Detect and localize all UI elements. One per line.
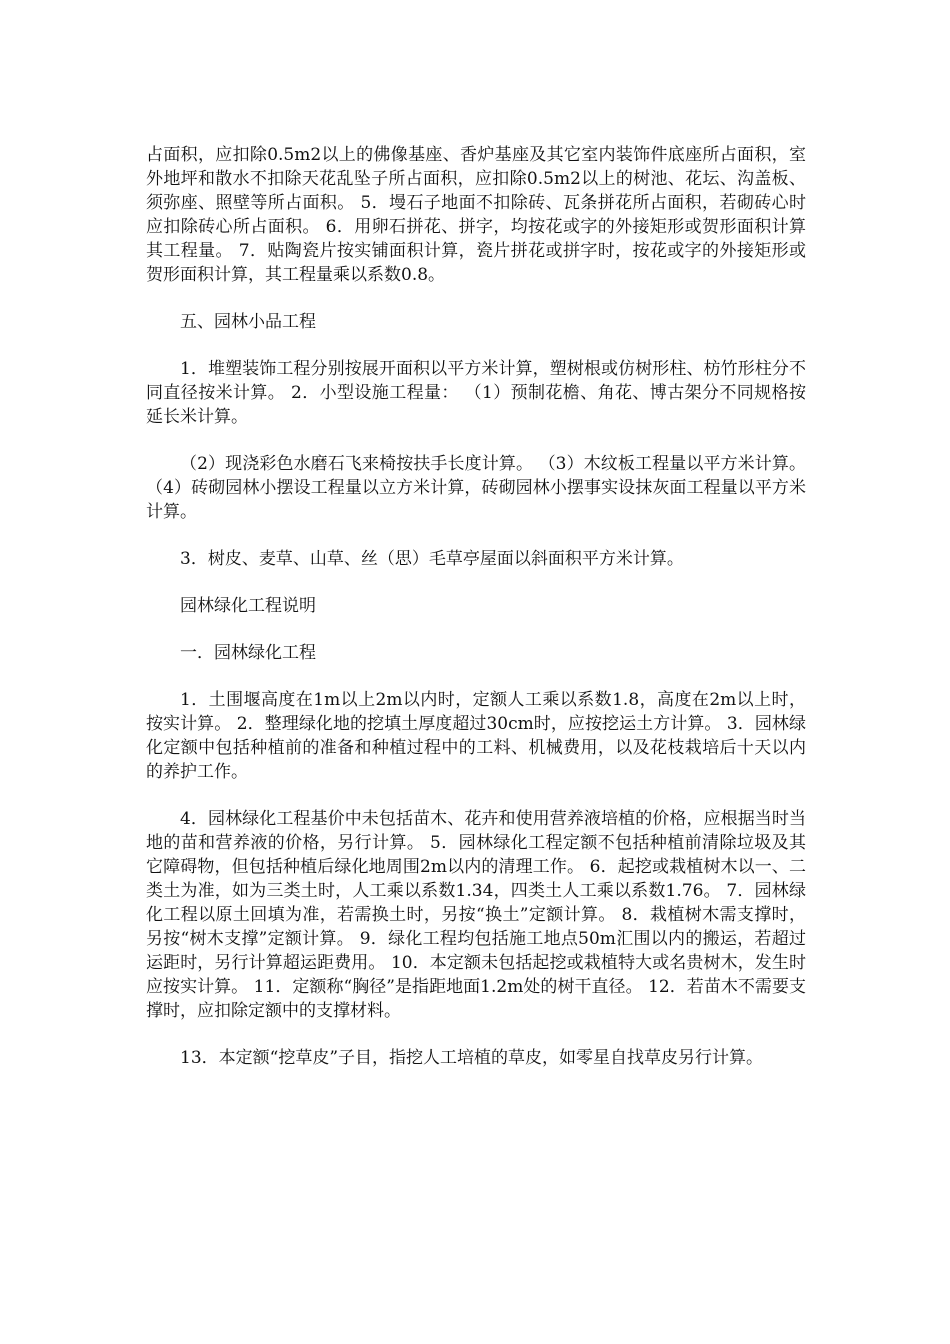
- paragraph: 1．土围堰高度在1m以上2m以内时，定额人工乘以系数1.8，高度在2m以上时，按实计算。 2．整理绿化地的挖填土厚度超过30cm时，应按挖运土方计算。 3．园林绿化定额中包括种植前的准备和种植过程中的工料、机械费用，以及花枝栽培后十天以内的养护工作。: [146, 690, 806, 782]
- paragraph: 1．堆塑装饰工程分别按展开面积以平方米计算，塑树根或仿树形柱、枋竹形柱分不同直径按米计算。 2．小型设施工程量： （1）预制花檐、角花、博古架分不同规格按延长米计算。: [146, 359, 806, 427]
- paragraph-continuation: 占面积，应扣除0.5m2以上的佛像基座、香炉基座及其它室内装饰件底座所占面积，室外地坪和散水不扣除天花乱坠子所占面积，应扣除0.5m2以上的树池、花坛、沟盖板、须弥座、照壁等所占面积。 5．墁石子地面不扣除砖、瓦条拼花所占面积，若砌砖心时应扣除砖心所占面积。 6．用卵石拼花、拼字，均按花或字的外接矩形或贺形面积计算其工程量。 7．贴陶瓷片按实铺面积计算，瓷片拼花或拼字时，按花或字的外接矩形或贺形面积计算，其工程量乘以系数0.8。: [146, 145, 806, 285]
- paragraph: 13．本定额“挖草皮”子目，指挖人工培植的草皮，如零星自找草皮另行计算。: [180, 1048, 764, 1068]
- section-heading-greening-notes: 园林绿化工程说明: [180, 596, 316, 616]
- paragraph: （2）现浇彩色水磨石飞来椅按扶手长度计算。 （3）木纹板工程量以平方米计算。 （4）砖砌园林小摆设工程量以立方米计算，砖砌园林小摆事实设抹灰面工程量以平方米计算。: [146, 454, 806, 522]
- paragraph: 3．树皮、麦草、山草、丝（思）毛草亭屋面以斜面积平方米计算。: [180, 549, 684, 569]
- document-body: [146, 143, 806, 1093]
- subsection-heading-greening: 一．园林绿化工程: [180, 643, 316, 663]
- section-heading-garden-features: 五、园林小品工程: [180, 312, 316, 332]
- paragraph: 4．园林绿化工程基价中未包括苗木、花卉和使用营养液培植的价格，应根据当时当地的苗和营养液的价格，另行计算。 5．园林绿化工程定额不包括种植前清除垃圾及其它障碍物，但包括种植后绿化地周围2m以内的清理工作。 6．起挖或栽植树木以一、二类土为准，如为三类土时，人工乘以系数1.34，四类土人工乘以系数1.76。 7．园林绿化工程以原土回填为准，若需换土时，另按“换土”定额计算。 8．栽植树木需支撑时，另按“树木支撑”定额计算。 9．绿化工程均包括施工地点50m汇围以内的搬运，若超过运距时，另行计算超运距费用。 10．本定额未包括起挖或栽植特大或名贵树木，发生时应按实计算。 11．定额称“胸径”是指距地面1.2m处的树干直径。 12．若苗木不需要支撑时，应扣除定额中的支撑材料。: [146, 809, 806, 1021]
